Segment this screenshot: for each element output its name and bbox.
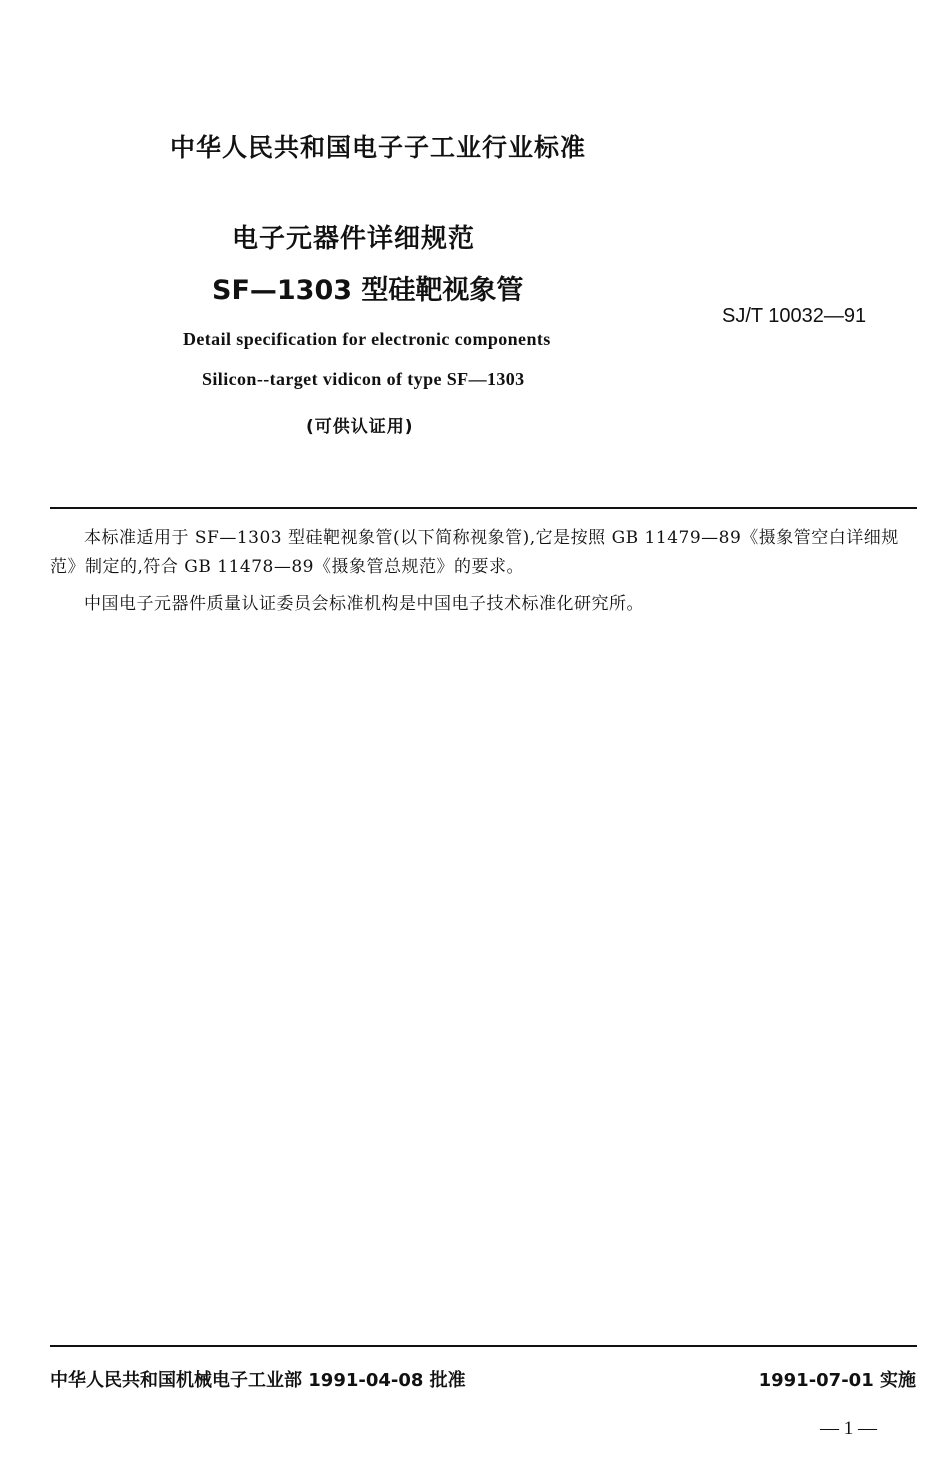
implementation-date: 1991-07-01 实施 <box>758 1370 916 1391</box>
industry-standard-heading: 中华人民共和国电子子工业行业标准 <box>170 133 587 162</box>
body-paragraph-scope <box>50 524 917 582</box>
title-chinese-line-1: 电子元器件详细规范 <box>232 224 476 254</box>
top-divider <box>50 507 917 509</box>
title-english-line-2: Silicon--target vidicon of type SF—1303 <box>202 369 525 389</box>
body-paragraph-authority <box>50 590 917 619</box>
title-chinese-line-2: SF—1303 型硅靶视象管 <box>212 275 524 306</box>
bottom-divider <box>50 1345 917 1347</box>
title-english-line-1: Detail specification for electronic components <box>183 329 551 349</box>
page-number: — 1 — <box>820 1418 877 1439</box>
paragraph-text: 本标准适用于 SF—1303 型硅靶视象管(以下简称视象管),它是按照 GB 11479—89《摄象管空白详细规范》制定的,符合 GB 11478—89《摄象管总规范》的要求。 <box>50 528 899 577</box>
paragraph-text: 中国电子元器件质量认证委员会标准机构是中国电子技术标准化研究所。 <box>84 594 644 614</box>
standard-code: SJ/T 10032—91 <box>722 305 867 327</box>
approval-line: 中华人民共和国机械电子工业部 1991-04-08 批准 <box>50 1370 466 1391</box>
certification-note: (可供认证用) <box>306 417 414 437</box>
